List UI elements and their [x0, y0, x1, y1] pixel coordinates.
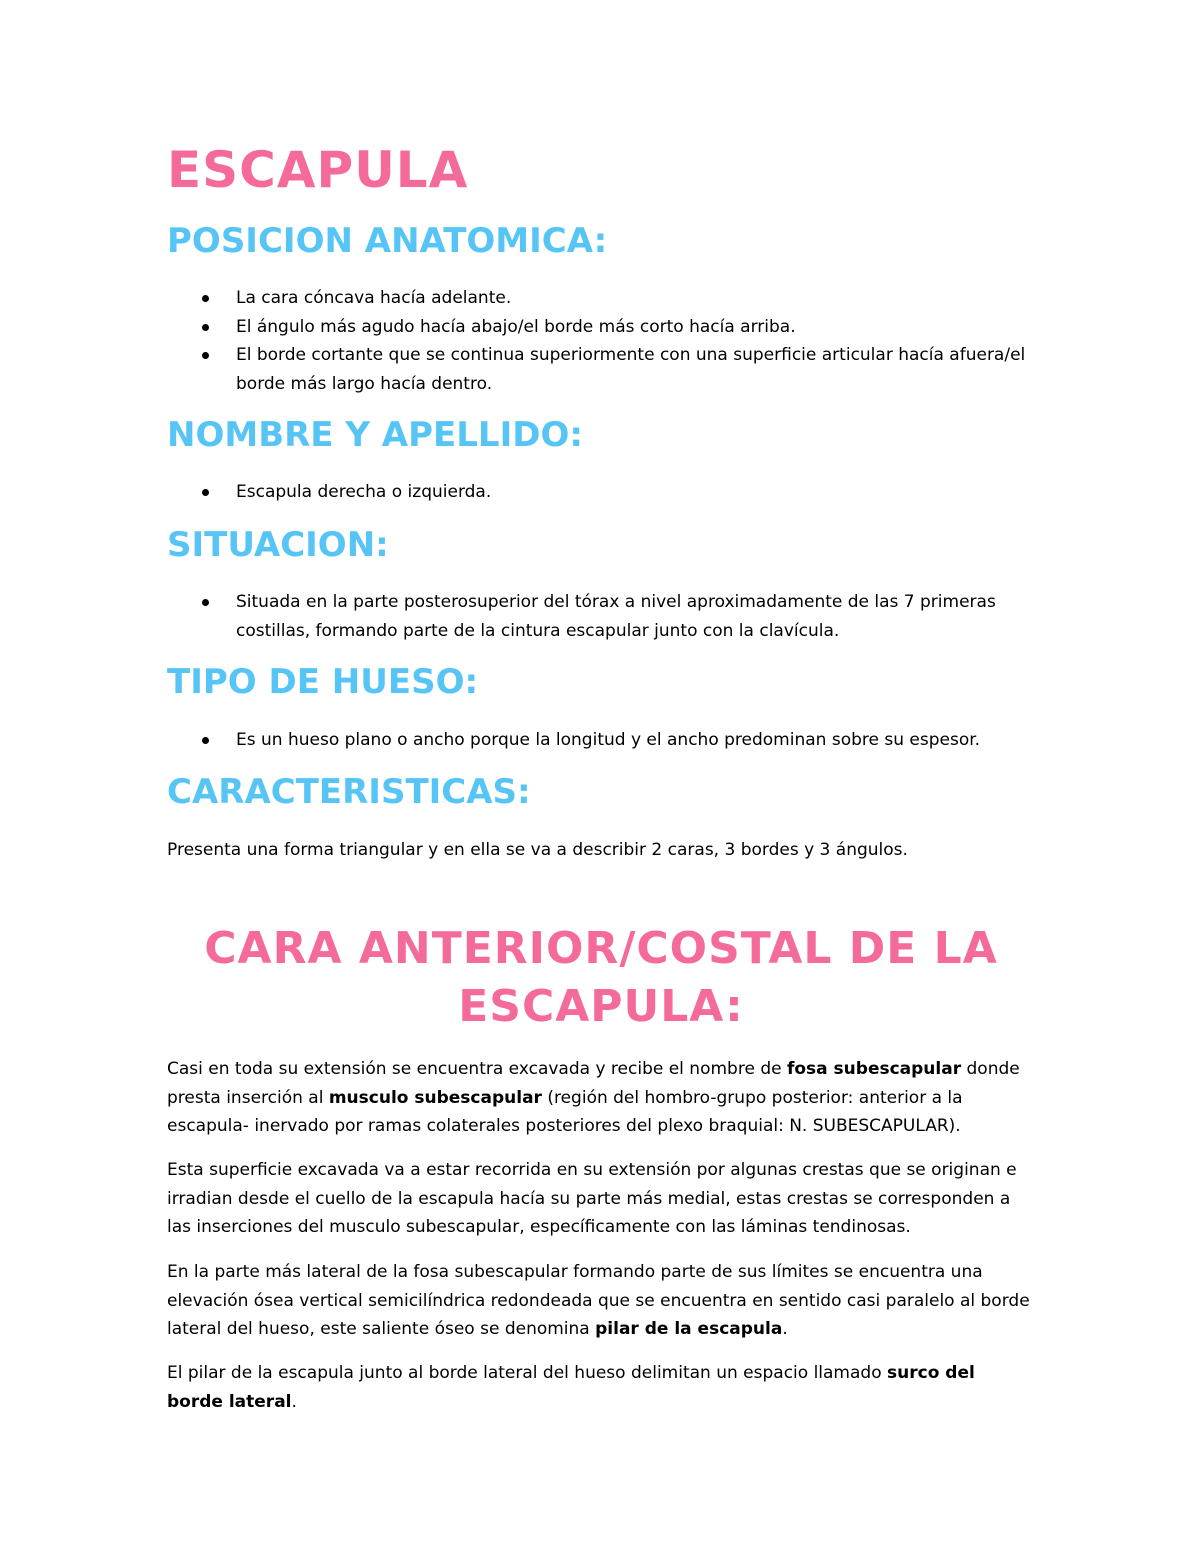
- list-item: [167, 284, 1035, 313]
- text-run: En la parte más lateral de la fosa subescapular formando parte de sus límites se encuentra una elevación ósea vertical semicilíndrica redondeada que se encuentra en sentido casi paralelo al borde lateral del hueso, este saliente óseo se denomina: [167, 1262, 1030, 1339]
- text-run: .: [782, 1319, 788, 1339]
- bold-term: surco del borde lateral: [167, 1363, 975, 1412]
- list-item: [167, 313, 1035, 342]
- heading-cara-anterior-line1: CARA ANTERIOR/COSTAL DE LA: [204, 923, 998, 974]
- bullet-icon: [202, 599, 209, 606]
- caracteristicas-text: Presenta una forma triangular y en ella se va a describir 2 caras, 3 bordes y 3 ángulos.: [167, 840, 908, 860]
- paragraph-crestas: Esta superficie excavada va a estar recorrida en su extensión por algunas crestas que se originan e irradian desde el cuello de la escapula hacía su parte más medial, estas crestas se corresponden a las inserciones del musculo subescapular, específicamente con las láminas tendinosas.: [167, 1160, 1017, 1237]
- heading-situacion: SITUACION:: [167, 525, 389, 565]
- bullet-icon: [202, 295, 209, 302]
- bullet-icon: [202, 489, 209, 496]
- list-item-text: El ángulo más agudo hacía abajo/el borde más corto hacía arriba.: [236, 316, 796, 337]
- document-title: ESCAPULA: [167, 141, 469, 199]
- bullet-icon: [202, 324, 209, 331]
- list-item-text: Escapula derecha o izquierda.: [236, 482, 492, 502]
- list-item: [167, 588, 1035, 645]
- bold-term: pilar de la escapula: [595, 1319, 783, 1339]
- heading-caracteristicas: CARACTERISTICAS:: [167, 772, 531, 812]
- paragraph-fosa-subescapular: [167, 1055, 1035, 1141]
- text-run: Casi en toda su extensión se encuentra excavada y recibe el nombre de: [167, 1059, 787, 1079]
- paragraph-pilar: [167, 1258, 1035, 1344]
- heading-posicion-anatomica: POSICION ANATOMICA:: [167, 221, 608, 261]
- heading-tipo-de-hueso: TIPO DE HUESO:: [167, 662, 479, 702]
- text-run: El pilar de la escapula junto al borde lateral del hueso delimitan un espacio llamado: [167, 1363, 888, 1383]
- paragraph-surco: [167, 1359, 1035, 1416]
- list-tipo-de-hueso: [167, 726, 1035, 755]
- text-run: .: [291, 1391, 297, 1412]
- text-run: (región del hombro-grupo posterior: anterior a la escapula- inervado por ramas colaterales posteriores del plexo braquial: N. SUBESCAPULAR).: [167, 1087, 963, 1136]
- bold-term: musculo subescapular: [328, 1087, 542, 1108]
- heading-cara-anterior: [167, 920, 1035, 1036]
- list-situacion: [167, 588, 1035, 645]
- heading-cara-anterior-line2: ESCAPULA:: [458, 981, 744, 1032]
- list-posicion-anatomica: [167, 284, 1035, 398]
- list-item: [167, 341, 1035, 398]
- list-item: [167, 726, 1035, 755]
- list-nombre-apellido: [167, 478, 1035, 507]
- list-item-text: Es un hueso plano o ancho porque la longitud y el ancho predominan sobre su espesor.: [236, 730, 981, 750]
- heading-nombre-apellido: NOMBRE Y APELLIDO:: [167, 415, 583, 455]
- list-item-text: Situada en la parte posterosuperior del tórax a nivel aproximadamente de las 7 primeras costillas, formando parte de la cintura escapular junto con la clavícula.: [236, 592, 996, 641]
- bullet-icon: [202, 352, 209, 359]
- bullet-icon: [202, 737, 209, 744]
- list-item-text: El borde cortante que se continua superiormente con una superficie articular hacía afuera/el borde más largo hacía dentro.: [236, 345, 1026, 394]
- text-run: donde presta inserción al: [167, 1059, 1020, 1108]
- list-item: [167, 478, 1035, 507]
- list-item-text: La cara cóncava hacía adelante.: [236, 288, 512, 308]
- bold-term: fosa subescapular: [786, 1059, 962, 1079]
